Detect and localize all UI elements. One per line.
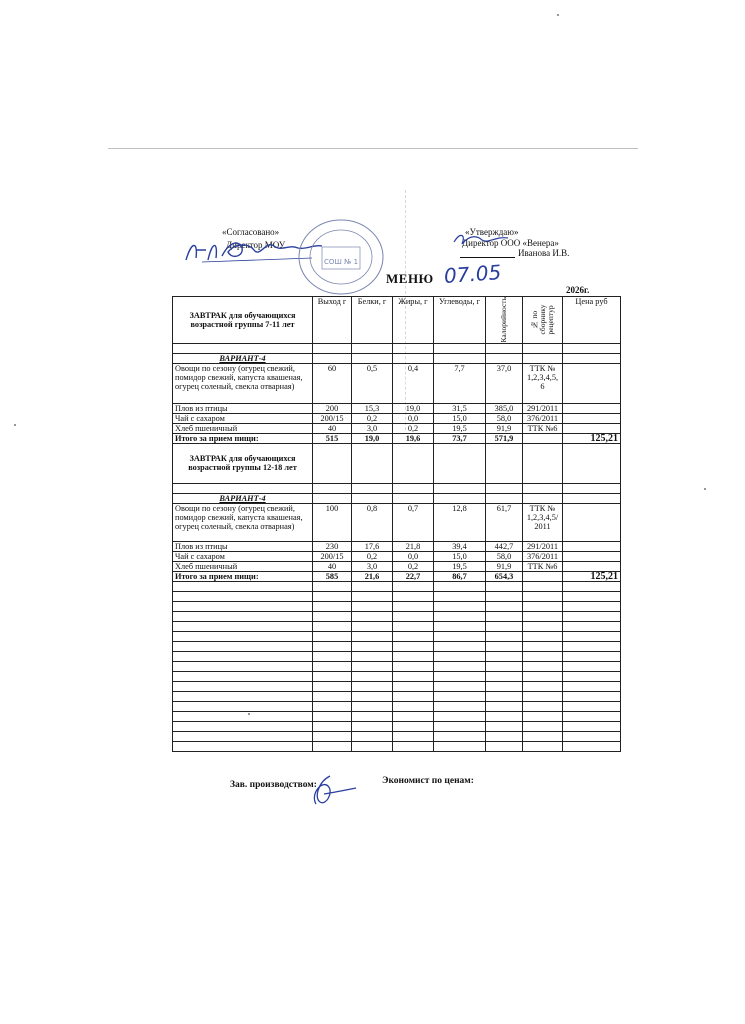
empty-cell — [173, 611, 313, 621]
approved-right-label: «Утверждаю» — [465, 227, 519, 237]
spacer-row — [173, 483, 621, 493]
empty-cell — [434, 581, 486, 591]
total-carbs: 73,7 — [434, 433, 486, 443]
empty-cell — [393, 641, 434, 651]
variant-label-2: ВАРИАНТ-4 — [173, 493, 313, 503]
empty-cell — [434, 601, 486, 611]
dish-calories: 58,0 — [486, 413, 523, 423]
empty-cell — [393, 741, 434, 751]
empty-cell — [393, 691, 434, 701]
table-row — [173, 503, 621, 541]
empty-cell — [563, 591, 621, 601]
empty-cell — [313, 581, 352, 591]
empty-cell — [313, 721, 352, 731]
dish-fat: 0,2 — [393, 561, 434, 571]
empty-cell — [523, 581, 563, 591]
empty-cell — [313, 711, 352, 721]
dish-protein: 0,2 — [352, 413, 393, 423]
empty-cell — [563, 621, 621, 631]
empty-cell — [434, 721, 486, 731]
empty-cell — [486, 711, 523, 721]
empty-cell — [563, 721, 621, 731]
empty-cell — [486, 661, 523, 671]
empty-cell — [352, 661, 393, 671]
dish-name: Чай с сахаром — [173, 413, 313, 423]
empty-cell — [563, 741, 621, 751]
total-row — [173, 571, 621, 581]
empty-cell — [173, 591, 313, 601]
empty-cell — [434, 701, 486, 711]
col-output: Выход г — [313, 297, 352, 344]
dish-protein: 0,2 — [352, 551, 393, 561]
dish-output: 40 — [313, 423, 352, 433]
col-calories: Калорийность — [499, 297, 508, 343]
dish-protein: 3,0 — [352, 423, 393, 433]
empty-cell — [313, 641, 352, 651]
total-protein: 21,6 — [352, 571, 393, 581]
svg-text:СОШ № 1: СОШ № 1 — [323, 258, 359, 266]
empty-cell — [523, 691, 563, 701]
dish-protein: 15,3 — [352, 403, 393, 413]
empty-cell — [486, 621, 523, 631]
empty-row — [173, 651, 621, 661]
empty-cell — [434, 671, 486, 681]
empty-cell — [313, 591, 352, 601]
production-head-label: Зав. производством: — [230, 780, 317, 790]
empty-cell — [313, 611, 352, 621]
empty-row — [173, 731, 621, 741]
table-row — [173, 423, 621, 433]
dish-protein: 17,6 — [352, 541, 393, 551]
empty-cell — [352, 651, 393, 661]
dish-carbs: 19,5 — [434, 561, 486, 571]
empty-cell — [313, 621, 352, 631]
empty-cell — [352, 641, 393, 651]
empty-cell — [313, 631, 352, 641]
empty-cell — [173, 721, 313, 731]
empty-cell — [352, 681, 393, 691]
empty-cell — [434, 711, 486, 721]
empty-cell — [352, 691, 393, 701]
dish-output: 230 — [313, 541, 352, 551]
empty-rows — [173, 581, 621, 751]
signature-production — [300, 772, 360, 812]
empty-cell — [173, 601, 313, 611]
col-calories-cell — [486, 297, 523, 344]
empty-row — [173, 581, 621, 591]
dish-calories: 61,7 — [486, 503, 523, 541]
empty-cell — [563, 731, 621, 741]
dish-name: Хлеб пшеничный — [173, 423, 313, 433]
total-price: 125,21 — [563, 571, 621, 581]
col-recipe-cell — [523, 297, 563, 344]
dish-recipe: ТТК №6 — [523, 561, 563, 571]
empty-cell — [352, 581, 393, 591]
empty-row — [173, 741, 621, 751]
dish-output: 100 — [313, 503, 352, 541]
total-fat: 19,6 — [393, 433, 434, 443]
handwritten-date: 07.05 — [443, 260, 503, 288]
empty-cell — [352, 621, 393, 631]
dish-recipe: 376/2011 — [523, 551, 563, 561]
dish-fat: 21,8 — [393, 541, 434, 551]
dish-calories: 385,0 — [486, 403, 523, 413]
dish-recipe: ТТК №6 — [523, 423, 563, 433]
empty-cell — [352, 711, 393, 721]
empty-cell — [563, 641, 621, 651]
empty-cell — [313, 671, 352, 681]
empty-cell — [563, 681, 621, 691]
empty-cell — [393, 581, 434, 591]
empty-cell — [313, 691, 352, 701]
stamp-seal — [296, 217, 386, 297]
empty-cell — [393, 631, 434, 641]
total-output: 515 — [313, 433, 352, 443]
empty-row — [173, 611, 621, 621]
total-protein: 19,0 — [352, 433, 393, 443]
meal-header-2: ЗАВТРАК для обучающихся возрастной группы 12-18 лет — [173, 443, 313, 483]
empty-cell — [352, 671, 393, 681]
total-label: Итого за прием пищи: — [173, 571, 313, 581]
menu-table — [172, 296, 621, 752]
empty-cell — [563, 671, 621, 681]
empty-cell — [313, 651, 352, 661]
empty-cell — [352, 741, 393, 751]
empty-cell — [486, 591, 523, 601]
spacer-row — [173, 343, 621, 353]
empty-cell — [393, 701, 434, 711]
dish-fat: 0,2 — [393, 423, 434, 433]
total-carbs: 86,7 — [434, 571, 486, 581]
empty-cell — [563, 581, 621, 591]
dish-output: 60 — [313, 363, 352, 403]
empty-cell — [563, 611, 621, 621]
empty-cell — [173, 731, 313, 741]
empty-cell — [173, 711, 313, 721]
empty-cell — [434, 621, 486, 631]
dish-recipe: 291/2011 — [523, 403, 563, 413]
dish-calories: 91,9 — [486, 423, 523, 433]
empty-cell — [313, 681, 352, 691]
table-row — [173, 541, 621, 551]
empty-cell — [393, 591, 434, 601]
empty-cell — [523, 591, 563, 601]
empty-cell — [393, 611, 434, 621]
empty-cell — [563, 631, 621, 641]
approved-left-label: «Согласовано» — [222, 227, 280, 237]
director-right-label: Директор ООО «Венера» — [462, 238, 559, 248]
table-row — [173, 551, 621, 561]
scan-speck — [704, 488, 706, 490]
empty-row — [173, 691, 621, 701]
dish-carbs: 12,8 — [434, 503, 486, 541]
table-row — [173, 561, 621, 571]
empty-cell — [434, 611, 486, 621]
total-price: 125,21 — [563, 433, 621, 443]
empty-row — [173, 701, 621, 711]
empty-cell — [563, 601, 621, 611]
total-label: Итого за прием пищи: — [173, 433, 313, 443]
empty-cell — [434, 741, 486, 751]
year-label: 2026г. — [566, 285, 590, 295]
empty-cell — [313, 701, 352, 711]
empty-cell — [523, 711, 563, 721]
empty-cell — [173, 641, 313, 651]
meal-header-row — [173, 443, 621, 483]
dish-recipe: 291/2011 — [523, 541, 563, 551]
empty-cell — [434, 631, 486, 641]
dish-fat: 19,0 — [393, 403, 434, 413]
empty-cell — [393, 711, 434, 721]
scan-speck — [14, 424, 16, 426]
dish-carbs: 7,7 — [434, 363, 486, 403]
dish-calories: 91,9 — [486, 561, 523, 571]
dish-fat: 0,0 — [393, 413, 434, 423]
dish-calories: 58,0 — [486, 551, 523, 561]
col-price: Цена руб — [563, 297, 621, 344]
empty-cell — [393, 671, 434, 681]
empty-cell — [563, 651, 621, 661]
variant-row — [173, 493, 621, 503]
empty-cell — [352, 721, 393, 731]
table-row — [173, 413, 621, 423]
col-protein: Белки, г — [352, 297, 393, 344]
dish-fat: 0,7 — [393, 503, 434, 541]
empty-cell — [352, 631, 393, 641]
empty-cell — [434, 731, 486, 741]
empty-row — [173, 681, 621, 691]
empty-row — [173, 711, 621, 721]
empty-cell — [523, 631, 563, 641]
empty-row — [173, 671, 621, 681]
dish-protein: 3,0 — [352, 561, 393, 571]
empty-cell — [393, 721, 434, 731]
empty-cell — [352, 601, 393, 611]
scan-speck — [557, 14, 559, 16]
dish-output: 200 — [313, 403, 352, 413]
empty-row — [173, 721, 621, 731]
table-row — [173, 403, 621, 413]
empty-cell — [523, 701, 563, 711]
table-header-row — [173, 297, 621, 344]
scan-edge-line — [108, 148, 638, 149]
empty-cell — [434, 681, 486, 691]
dish-recipe: ТТК № 1,2,3,4,5/ 2011 — [523, 503, 563, 541]
col-carbs: Углеводы, г — [434, 297, 486, 344]
dish-name: Плов из птицы — [173, 403, 313, 413]
empty-cell — [173, 701, 313, 711]
empty-cell — [486, 641, 523, 651]
dish-carbs: 15,0 — [434, 413, 486, 423]
empty-cell — [393, 681, 434, 691]
dish-protein: 0,8 — [352, 503, 393, 541]
dish-name: Хлеб пшеничный — [173, 561, 313, 571]
empty-cell — [434, 651, 486, 661]
empty-cell — [563, 701, 621, 711]
dish-fat: 0,4 — [393, 363, 434, 403]
empty-cell — [352, 591, 393, 601]
empty-cell — [173, 631, 313, 641]
empty-cell — [523, 601, 563, 611]
dish-fat: 0,0 — [393, 551, 434, 561]
meal-header-1: ЗАВТРАК для обучающихся возрастной группы 7-11 лет — [173, 297, 313, 344]
empty-cell — [486, 741, 523, 751]
empty-row — [173, 591, 621, 601]
page-title: МЕНЮ — [386, 271, 434, 286]
empty-cell — [173, 681, 313, 691]
empty-row — [173, 631, 621, 641]
signature-line — [460, 257, 515, 258]
empty-cell — [486, 681, 523, 691]
empty-cell — [563, 711, 621, 721]
dish-name: Чай с сахаром — [173, 551, 313, 561]
empty-cell — [313, 731, 352, 741]
empty-cell — [523, 641, 563, 651]
dish-recipe: 376/2011 — [523, 413, 563, 423]
empty-cell — [486, 701, 523, 711]
empty-cell — [486, 651, 523, 661]
dish-calories: 37,0 — [486, 363, 523, 403]
empty-cell — [523, 671, 563, 681]
col-recipe: № по сборнику рецептур — [529, 304, 555, 335]
variant-label-1: ВАРИАНТ-4 — [173, 353, 313, 363]
empty-cell — [486, 631, 523, 641]
dish-protein: 0,5 — [352, 363, 393, 403]
empty-cell — [173, 661, 313, 671]
empty-cell — [486, 731, 523, 741]
dish-output: 200/15 — [313, 551, 352, 561]
empty-cell — [486, 611, 523, 621]
dish-output: 40 — [313, 561, 352, 571]
dish-carbs: 31,5 — [434, 403, 486, 413]
empty-row — [173, 621, 621, 631]
empty-cell — [486, 581, 523, 591]
empty-cell — [486, 671, 523, 681]
empty-cell — [523, 661, 563, 671]
signature-right — [452, 230, 512, 248]
empty-cell — [486, 691, 523, 701]
empty-cell — [173, 621, 313, 631]
dish-carbs: 39,4 — [434, 541, 486, 551]
empty-cell — [173, 581, 313, 591]
empty-cell — [523, 651, 563, 661]
table-row — [173, 363, 621, 403]
empty-cell — [393, 651, 434, 661]
dish-calories: 442,7 — [486, 541, 523, 551]
empty-cell — [352, 611, 393, 621]
empty-row — [173, 641, 621, 651]
empty-row — [173, 601, 621, 611]
economist-label: Экономист по ценам: — [382, 776, 474, 786]
director-right-name: Иванова И.В. — [518, 248, 570, 258]
empty-cell — [352, 731, 393, 741]
empty-cell — [523, 611, 563, 621]
empty-cell — [313, 661, 352, 671]
empty-cell — [313, 741, 352, 751]
empty-cell — [523, 731, 563, 741]
empty-cell — [434, 661, 486, 671]
empty-cell — [393, 661, 434, 671]
empty-cell — [523, 681, 563, 691]
total-calories: 571,9 — [486, 433, 523, 443]
dish-carbs: 19,5 — [434, 423, 486, 433]
total-fat: 22,7 — [393, 571, 434, 581]
empty-cell — [563, 661, 621, 671]
director-left-label: Директор МОУ — [226, 240, 286, 250]
dish-recipe: ТТК № 1,2,3,4,5, 6 — [523, 363, 563, 403]
empty-cell — [434, 591, 486, 601]
empty-cell — [434, 641, 486, 651]
empty-cell — [393, 621, 434, 631]
col-fat: Жиры, г — [393, 297, 434, 344]
empty-cell — [352, 701, 393, 711]
empty-cell — [523, 621, 563, 631]
empty-row — [173, 661, 621, 671]
empty-cell — [563, 691, 621, 701]
empty-cell — [486, 601, 523, 611]
empty-cell — [393, 601, 434, 611]
empty-cell — [486, 721, 523, 731]
empty-cell — [393, 731, 434, 741]
empty-cell — [173, 691, 313, 701]
total-calories: 654,3 — [486, 571, 523, 581]
empty-cell — [523, 741, 563, 751]
empty-cell — [173, 741, 313, 751]
empty-cell — [434, 691, 486, 701]
variant-row — [173, 353, 621, 363]
empty-cell — [313, 601, 352, 611]
dish-output: 200/15 — [313, 413, 352, 423]
dish-name: Овощи по сезону (огурец свежий, помидор свежий, капуста квашеная, огурец соленый, свекла отварная) — [173, 363, 313, 403]
total-output: 585 — [313, 571, 352, 581]
empty-cell — [173, 671, 313, 681]
empty-cell — [173, 651, 313, 661]
dish-name: Плов из птицы — [173, 541, 313, 551]
empty-cell — [523, 721, 563, 731]
total-row — [173, 433, 621, 443]
dish-name: Овощи по сезону (огурец свежий, помидор свежий, капуста квашеная, огурец соленый, свекла отварная) — [173, 503, 313, 541]
dish-carbs: 15,0 — [434, 551, 486, 561]
